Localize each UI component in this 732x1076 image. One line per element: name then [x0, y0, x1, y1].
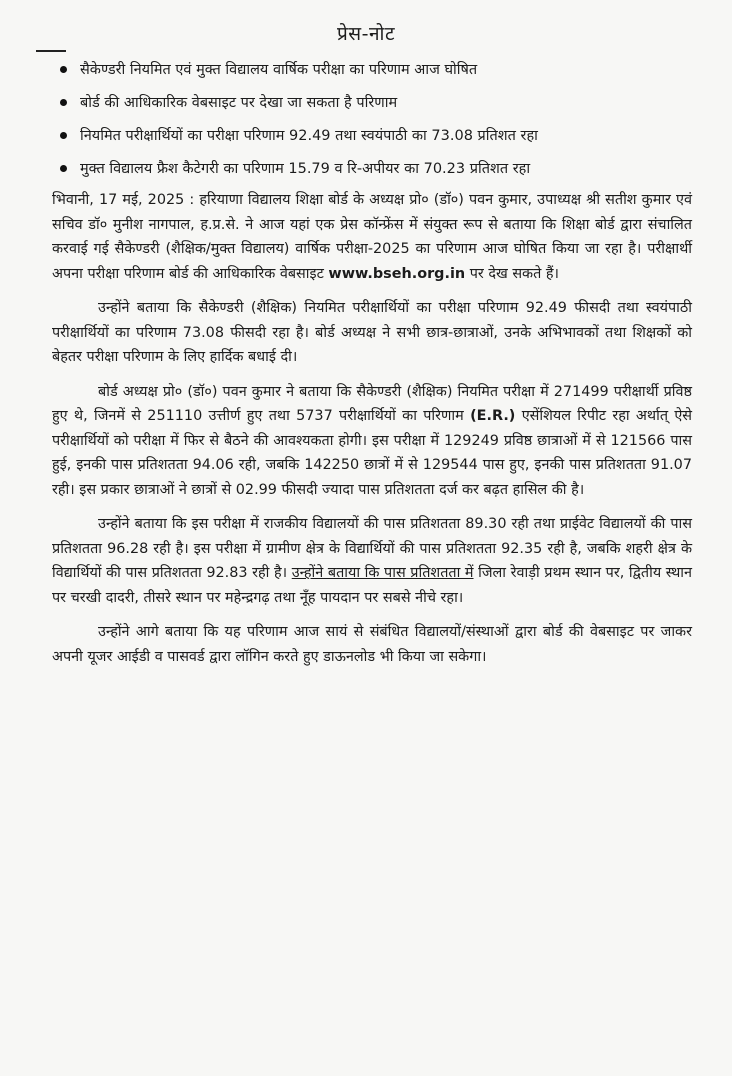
bullet-icon [60, 66, 67, 73]
website-link[interactable]: www.bseh.org.in [328, 265, 466, 282]
paragraph-intro [52, 188, 692, 286]
bullet-text: नियमित परीक्षार्थियों का परीक्षा परिणाम 92.49 तथा स्वयंपाठी का 73.08 प्रतिशत रहा [80, 128, 538, 144]
statistics-text-b: एसेंशियल रिपीट रहा अर्थात् ऐसे परीक्षार्थियों को परीक्षा में फिर से बैठने की आवश्यकता होगी। इस परीक्षा में 129249 प्रविष्ठ छात्राओं में से 121566 पास हुई, इनकी पास प्रतिशतता 94.06 रही, जबकि 142250 छात्रों में से 129544 पास हुए, इनकी पास प्रतिशतता 91.07 रही। इस प्रकार छात्राओं ने छात्रों से 02.99 फीसदी ज्यादा पास प्रतिशतता दर्ज कर बढ़त हासिल की है। [52, 408, 693, 498]
underlined-phrase: उन्होंने बताया कि पास प्रतिशतता में [291, 565, 474, 581]
press-note-body [52, 188, 692, 679]
bullet-text: मुक्त विद्यालय फ्रैश कैटेगरी का परिणाम 15.79 व रि-अपीयर का 70.23 प्रतिशत रहा [80, 161, 531, 177]
intro-text: भिवानी, 17 मई, 2025 : हरियाणा विद्यालय शिक्षा बोर्ड के अध्यक्ष प्रो० (डॉ०) पवन कुमार, उपाध्यक्ष श्री सतीश कुमार एवं सचिव डॉ० मुनीश नागपाल, ह.प्र.से. ने आज यहां एक प्रेस कॉन्फ्रेंस में संयुक्त रूप से बताया कि शिक्षा बोर्ड द्वारा संचालित करवाई गई सैकेण्डरी (शैक्षिक/मुक्त विद्यालय) वार्षिक परीक्षा-2025 का परिणाम आज घोषित किया जा रहा है। परीक्षार्थी अपना परीक्षा परिणाम बोर्ड की आधिकारिक वेबसाइट [52, 192, 692, 282]
bullet-icon [60, 165, 67, 172]
paragraph-statistics [52, 380, 692, 503]
bullet-text: बोर्ड की आधिकारिक वेबसाइट पर देखा जा सकता है परिणाम [80, 95, 398, 111]
bullet-text: सैकेण्डरी नियमित एवं मुक्त विद्यालय वार्षिक परीक्षा का परिणाम आज घोषित [80, 62, 478, 78]
pass-text: उन्होंने बताया कि इस परीक्षा में राजकीय विद्यालयों की पास प्रतिशतता 89.30 रही तथा प्राईवेट विद्यालयों की पास प्रतिशतता 96.28 रही है। इस परीक्षा में ग्रामीण क्षेत्र के विद्यार्थियों की पास प्रतिशतता 92.35 रही है, जबकि शहरी क्षेत्र के विद्यार्थियों की पास प्रतिशतता 92.83 रही है। [52, 516, 692, 581]
bullet-icon [60, 99, 67, 106]
intro-tail: पर देख सकते हैं। [469, 265, 559, 282]
highlights-list [58, 60, 698, 192]
list-item [58, 159, 698, 179]
bullet-icon [60, 132, 67, 139]
paragraph-download: उन्होंने आगे बताया कि यह परिणाम आज सायं से संबंधित विद्यालयों/संस्थाओं द्वारा बोर्ड की वेबसाइट पर जाकर अपनी यूजर आईडी व पासवर्ड द्वारा लॉगिन करते हुए डाऊनलोड भी किया जा सकेगा। [52, 624, 692, 665]
margin-dash-mark [36, 50, 66, 52]
paragraph-pass-percentage [52, 512, 692, 610]
district-ranking-text: जिला रेवाड़ी प्रथम स्थान पर, द्वितीय स्थान पर चरखी दादरी, तीसरे स्थान पर महेन्द्रगढ़ तथा नूँह पायदान पर सबसे नीचे रहा। [52, 565, 693, 606]
list-item [58, 126, 698, 146]
list-item [58, 60, 698, 80]
page-title: प्रेस-नोट [336, 23, 396, 45]
paragraph-results: उन्होंने बताया कि सैकेण्डरी (शैक्षिक) नियमित परीक्षार्थियों का परीक्षा परिणाम 92.49 फीसदी तथा स्वयंपाठी परीक्षार्थियों का परिणाम 73.08 फीसदी रहा है। बोर्ड अध्यक्ष ने सभी छात्र-छात्राओं, उनके अभिभावकों तथा शिक्षकों को बेहतर परीक्षा परिणाम के लिए हार्दिक बधाई दी। [52, 300, 692, 365]
list-item [58, 93, 698, 113]
statistics-text-a: बोर्ड अध्यक्ष प्रो० (डॉ०) पवन कुमार ने बताया कि सैकेण्डरी (शैक्षिक) नियमित परीक्षा में 271499 परीक्षार्थी प्रविष्ठ हुए थे, जिनमें से 251110 उत्तीर्ण हुए तथा 5737 परीक्षार्थियों का परिणाम [52, 383, 692, 424]
er-label: (E.R.) [470, 408, 516, 424]
